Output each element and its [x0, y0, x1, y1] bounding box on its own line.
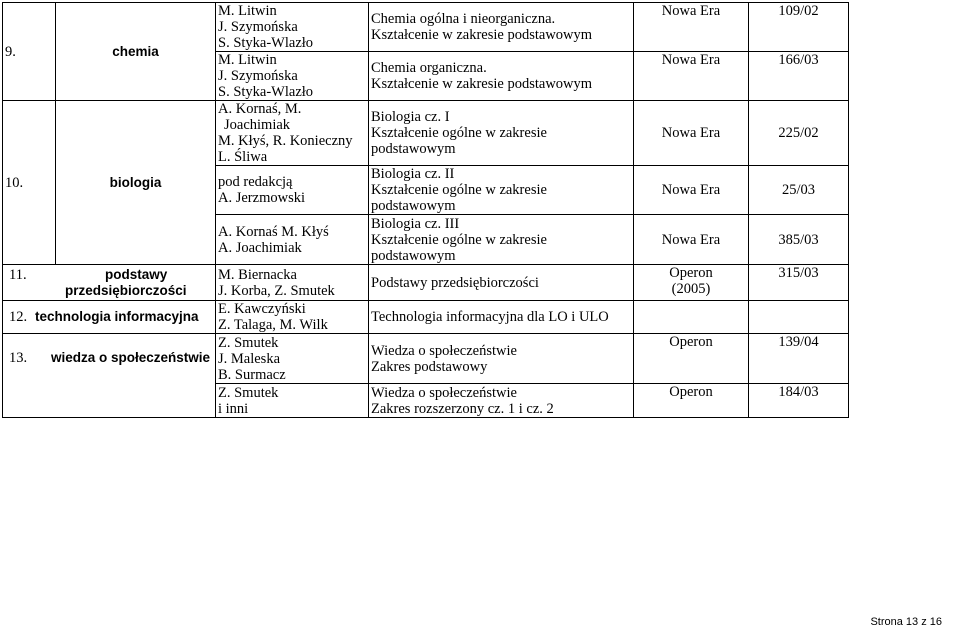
title-line: Kształcenie w zakresie podstawowym	[371, 76, 593, 92]
table-row	[3, 265, 849, 301]
subject-name: chemia	[56, 3, 216, 101]
author-line: J. Szymońska	[218, 68, 298, 84]
authors-cell	[216, 3, 369, 52]
subject-name: biologia	[56, 101, 216, 265]
title-line: Kształcenie ogólne w zakresie	[371, 231, 547, 248]
subject-name: wiedza o społeczeństwie	[51, 350, 211, 365]
approval-number: 315/03	[749, 265, 849, 301]
row-number: 12.	[9, 309, 28, 325]
authors-cell	[216, 215, 369, 265]
row-number: 9.	[3, 3, 56, 101]
publisher-cell: Nowa Era	[634, 52, 749, 101]
title-cell	[369, 3, 634, 52]
author-line: S. Styka-Wlazło	[218, 35, 314, 51]
authors-cell	[216, 52, 369, 101]
title-cell	[369, 52, 634, 101]
author-line: Joachimiak	[224, 117, 291, 133]
title-line: Podstawy przedsiębiorczości	[371, 274, 539, 291]
authors-cell	[216, 334, 369, 384]
author-line: J. Maleska	[218, 350, 281, 367]
textbook-table	[2, 2, 849, 418]
title-line: Kształcenie w zakresie podstawowym	[371, 27, 593, 43]
subject-name: przedsiębiorczości	[65, 282, 187, 298]
title-line: podstawowym	[371, 198, 456, 214]
title-line: podstawowym	[371, 141, 456, 157]
title-line: Kształcenie ogólne w zakresie	[371, 125, 547, 141]
number-subject-cell	[3, 334, 216, 418]
publisher-cell: Nowa Era	[634, 101, 749, 166]
title-cell	[369, 215, 634, 265]
approval-number	[749, 301, 849, 334]
author-line: A. Jerzmowski	[218, 190, 305, 206]
title-line: Technologia informacyjna dla LO i ULO	[371, 309, 609, 325]
title-line: Wiedza o społeczeństwie	[371, 384, 517, 401]
number-subject-cell	[3, 301, 216, 334]
table-row	[3, 101, 849, 166]
subject-line	[5, 309, 213, 325]
row-number: 13.	[9, 350, 28, 366]
row-number: 11.	[9, 266, 27, 283]
number-subject-cell	[3, 265, 216, 301]
author-line: A. Joachimiak	[218, 239, 302, 256]
subject-line	[5, 350, 213, 366]
publisher-cell: Operon	[634, 384, 749, 418]
author-line: Z. Talaga, M. Wilk	[218, 317, 328, 333]
publisher-cell: Nowa Era	[634, 3, 749, 52]
publisher-line: Operon	[669, 265, 713, 281]
title-line: Chemia organiczna.	[371, 60, 487, 76]
page-number-footer: Strona 13 z 16	[870, 616, 942, 628]
title-cell	[369, 166, 634, 215]
title-cell	[369, 101, 634, 166]
subject-name: podstawy	[105, 266, 168, 282]
author-line: pod redakcją	[218, 174, 293, 190]
approval-number: 166/03	[749, 52, 849, 101]
title-cell	[369, 301, 634, 334]
author-line: L. Śliwa	[218, 149, 268, 165]
publisher-cell: Nowa Era	[634, 215, 749, 265]
publisher-cell	[634, 265, 749, 301]
publisher-line: (2005)	[671, 281, 711, 297]
approval-number: 385/03	[749, 215, 849, 265]
title-line: Biologia cz. I	[371, 109, 450, 125]
author-line: J. Szymońska	[218, 19, 298, 35]
author-line: Z. Smutek	[218, 334, 279, 351]
author-line: M. Kłyś, R. Konieczny	[218, 133, 353, 149]
title-line: podstawowym	[371, 247, 456, 264]
author-line: J. Korba, Z. Smutek	[218, 282, 335, 299]
title-line: Chemia ogólna i nieorganiczna.	[371, 11, 556, 27]
authors-cell	[216, 384, 369, 418]
author-line: A. Kornaś, M.	[218, 101, 302, 117]
publisher-cell	[634, 301, 749, 334]
author-line: B. Surmacz	[218, 366, 286, 383]
author-line: S. Styka-Wlazło	[218, 84, 314, 100]
author-line: M. Litwin	[218, 52, 277, 68]
table-row	[3, 334, 849, 384]
author-line: A. Kornaś M. Kłyś	[218, 223, 329, 240]
author-line: Z. Smutek	[218, 384, 279, 401]
publisher-cell: Operon	[634, 334, 749, 384]
table-row	[3, 3, 849, 52]
author-line: E. Kawczyński	[218, 301, 306, 317]
title-cell	[369, 334, 634, 384]
authors-cell	[216, 166, 369, 215]
approval-number: 184/03	[749, 384, 849, 418]
title-line: Zakres podstawowy	[371, 358, 488, 375]
title-line: Biologia cz. III	[371, 215, 460, 232]
approval-number: 25/03	[749, 166, 849, 215]
author-line: M. Biernacka	[218, 266, 297, 283]
row-number: 10.	[3, 101, 56, 265]
approval-number: 139/04	[749, 334, 849, 384]
approval-number: 109/02	[749, 3, 849, 52]
title-line: Biologia cz. II	[371, 166, 455, 182]
title-line: Wiedza o społeczeństwie	[371, 342, 517, 359]
subject-line	[5, 267, 213, 283]
approval-number: 225/02	[749, 101, 849, 166]
author-line: i inni	[218, 400, 249, 417]
title-cell	[369, 265, 634, 301]
authors-cell	[216, 101, 369, 166]
authors-cell	[216, 265, 369, 301]
title-line: Zakres rozszerzony cz. 1 i cz. 2	[371, 400, 554, 417]
title-cell	[369, 384, 634, 418]
subject-name: technologia informacyjna	[35, 309, 199, 324]
author-line: M. Litwin	[218, 3, 277, 19]
table-row	[3, 301, 849, 334]
publisher-cell: Nowa Era	[634, 166, 749, 215]
title-line: Kształcenie ogólne w zakresie	[371, 182, 547, 198]
authors-cell	[216, 301, 369, 334]
